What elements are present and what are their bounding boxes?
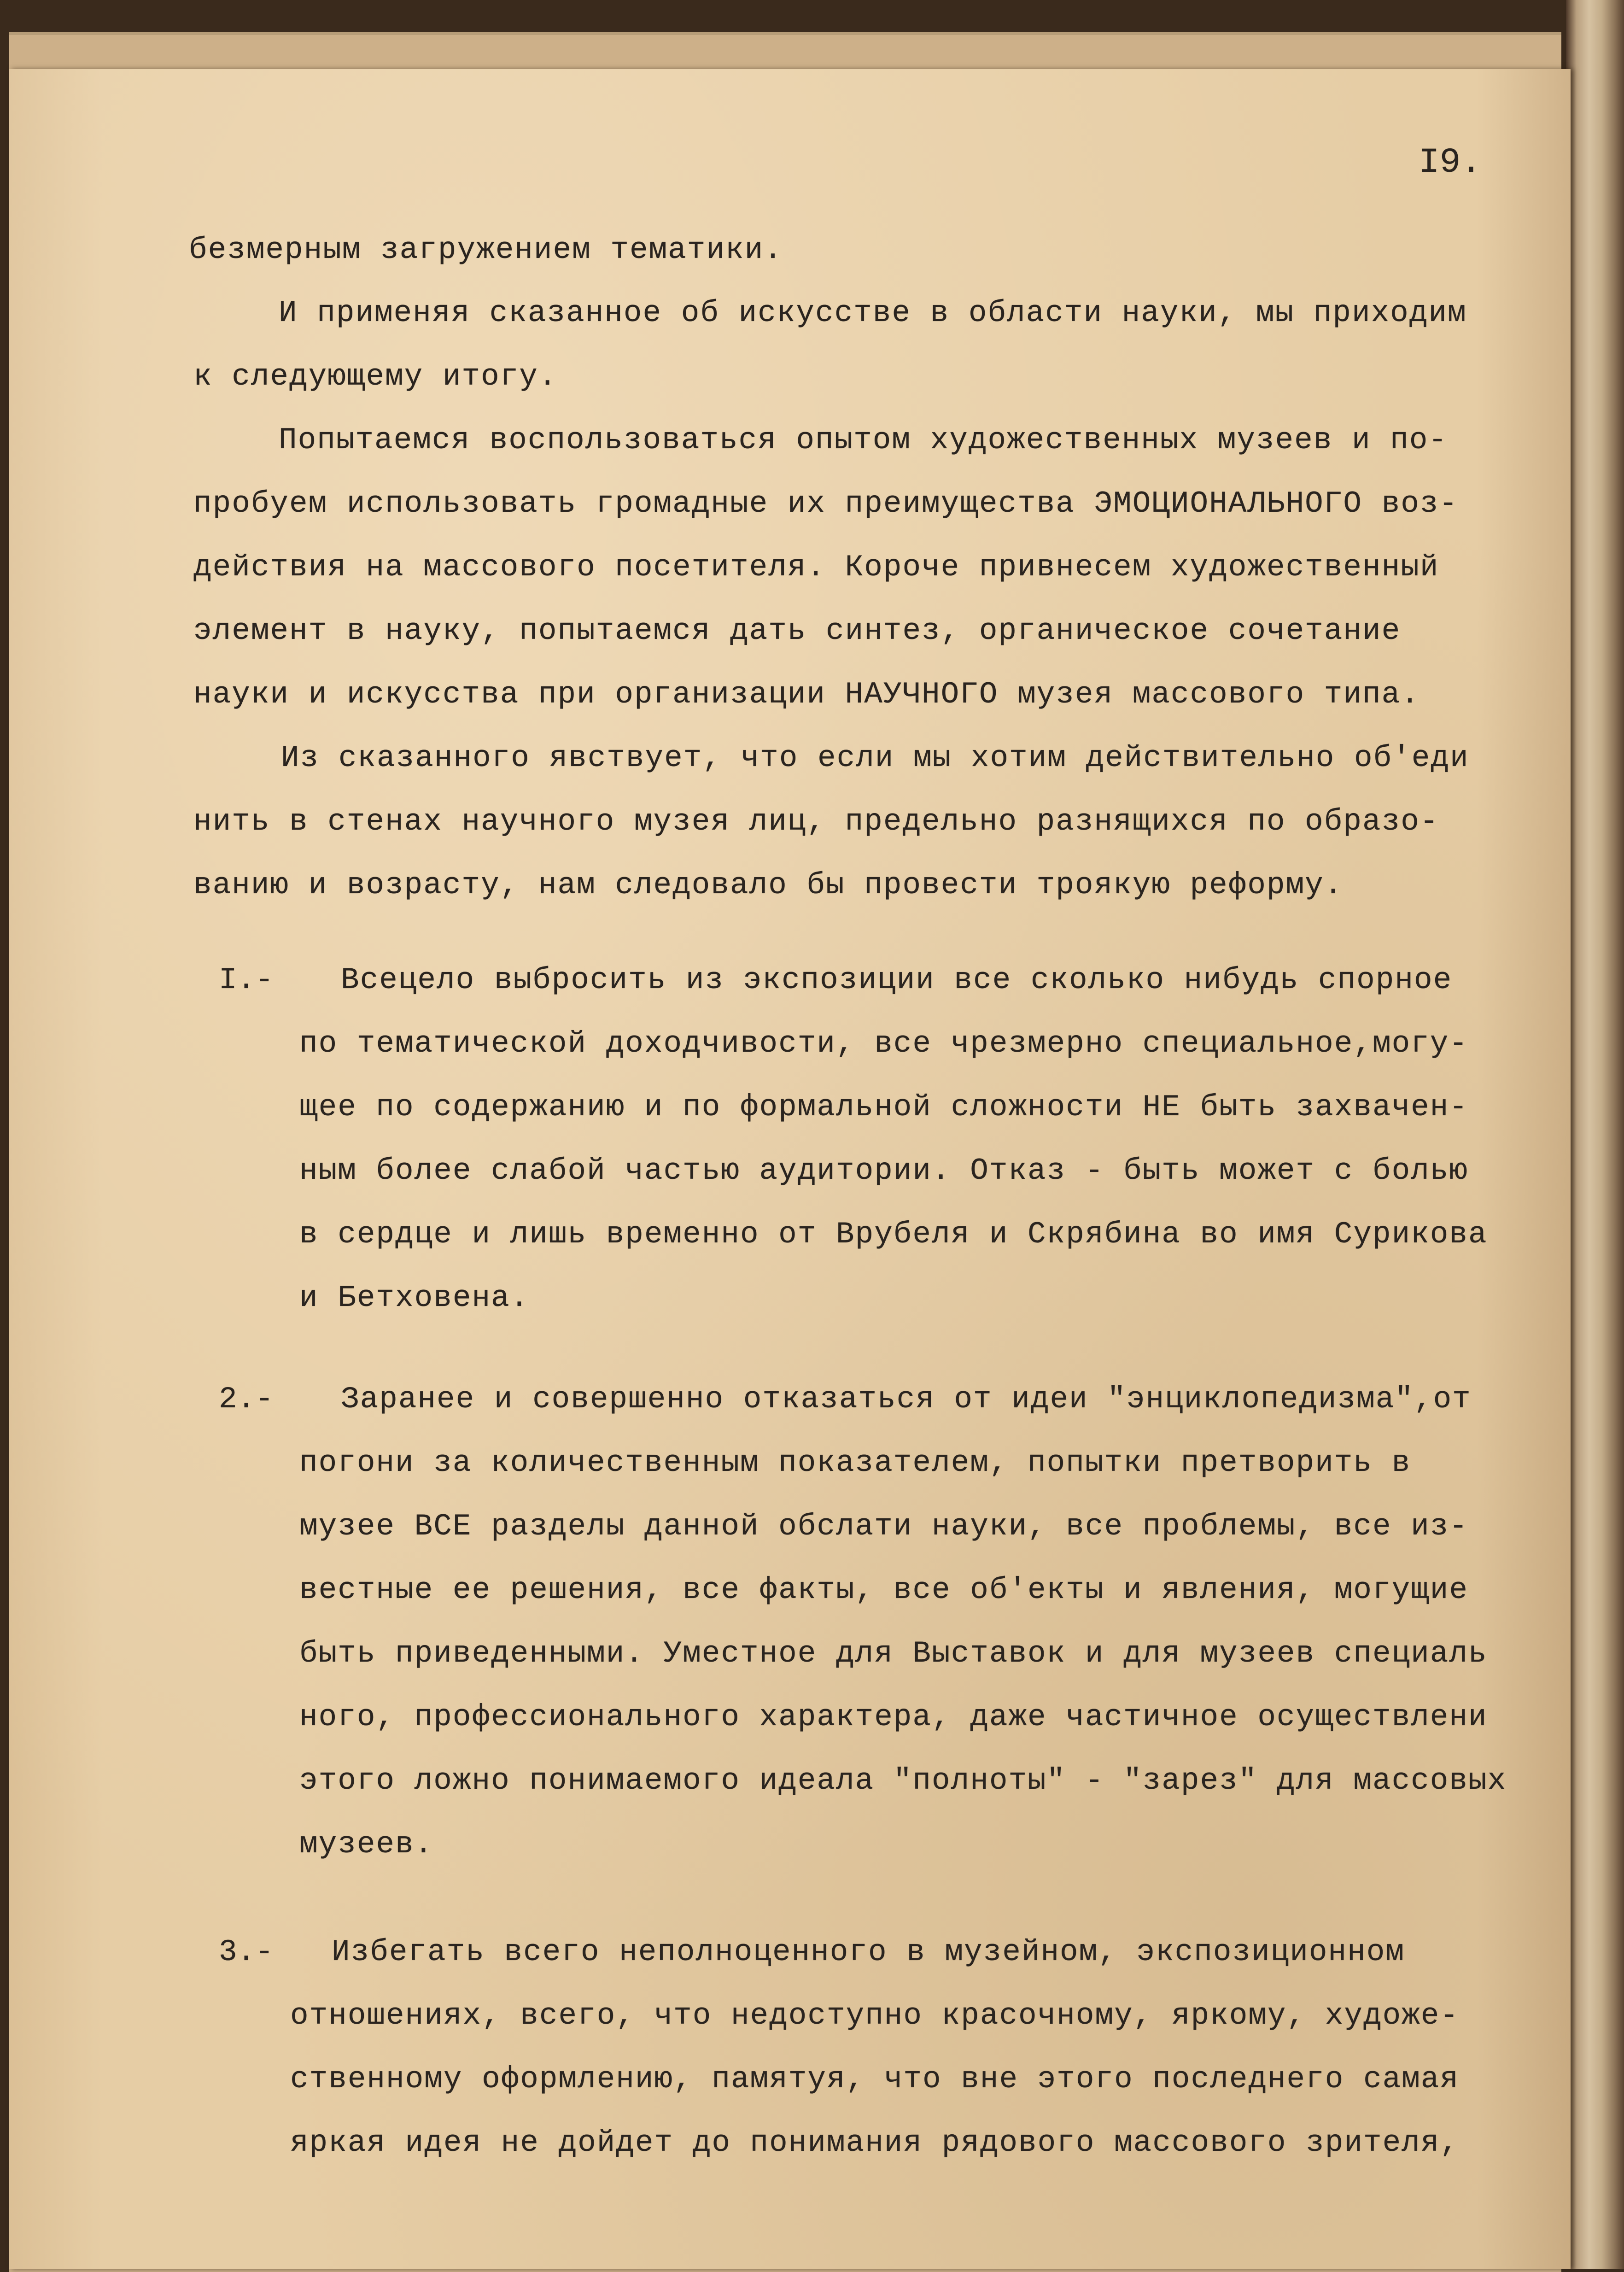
text-line: элемент в науку, попытаемся дать синтез, органическое сочетание	[193, 614, 1401, 648]
text-line: к следующему итогу.	[193, 359, 558, 394]
list-item-line: быть приведенными. Уместное для Выставок и для музеев специаль	[299, 1636, 1488, 1671]
text-line: Из сказанного явствует, что если мы хотим действительно об'еди	[281, 741, 1469, 775]
text-line: пробуем использовать громадные их преимущества ЭМОЦИОНАЛЬНОГО воз-	[193, 486, 1459, 521]
page-number: I9.	[1419, 143, 1482, 182]
text-line: И применяя сказанное об искусстве в области науки, мы приходим	[279, 296, 1467, 330]
text-line: ванию и возрасту, нам следовало бы провести троякую реформу.	[193, 868, 1344, 902]
text-line: безмерным загружением тематики.	[189, 233, 783, 267]
list-item-line: и Бетховена.	[299, 1281, 530, 1315]
list-item-line: музее ВСЕ разделы данной обслати науки, все проблемы, все из-	[299, 1509, 1468, 1544]
list-item-line: ственному оформлению, памятуя, что вне этого последнего самая	[290, 2062, 1459, 2096]
list-item-line: Заранее и совершенно отказаться от идеи "энциклопедизма",от	[341, 1382, 1472, 1417]
list-item-line: погони за количественным показателем, попытки претворить в	[299, 1446, 1411, 1480]
list-item-line: музеев.	[299, 1827, 434, 1862]
list-item-line: ного, профессионального характера, даже частичное осуществлени	[299, 1700, 1488, 1734]
list-item-number: 3.-	[219, 1935, 274, 1969]
list-item-line: в сердце и лишь временно от Врубеля и Скрябина во имя Сурикова	[299, 1217, 1488, 1252]
page-stack-edge	[1566, 0, 1624, 2269]
list-item-number: 2.-	[219, 1382, 274, 1417]
text-line: нить в стенах научного музея лиц, предельно разнящихся по образо-	[193, 804, 1439, 839]
list-item-line: вестные ее решения, все факты, все об'екты и явления, могущие	[299, 1573, 1468, 1607]
list-item-line: яркая идея не дойдет до понимания рядового массового зрителя,	[290, 2126, 1459, 2160]
list-item-line: щее по содержанию и по формальной сложности НЕ быть захвачен-	[299, 1090, 1468, 1124]
list-item-line: ным более слабой частью аудитории. Отказ - быть может с болью	[299, 1154, 1468, 1188]
typewritten-page	[9, 69, 1571, 2269]
list-item-line: по тематической доходчивости, все чрезмерно специальное,могу-	[299, 1026, 1468, 1061]
list-item-line: отношениях, всего, что недоступно красочному, яркому, художе-	[290, 1998, 1459, 2033]
text-line: науки и искусства при организации НАУЧНОГО музея массового типа.	[193, 677, 1420, 712]
list-item-line: этого ложно понимаемого идеала "полноты" - "зарез" для массовых	[299, 1763, 1507, 1798]
list-item-line: Избегать всего неполноценного в музейном, экспозиционном	[332, 1935, 1405, 1969]
text-line: Попытаемся воспользоваться опытом художественных музеев и по-	[279, 423, 1448, 457]
list-item-number: I.-	[219, 963, 274, 997]
list-item-line: Всецело выбросить из экспозиции все сколько нибудь спорное	[341, 963, 1453, 997]
text-line: действия на массового посетителя. Короче привнесем художественный	[193, 550, 1439, 585]
